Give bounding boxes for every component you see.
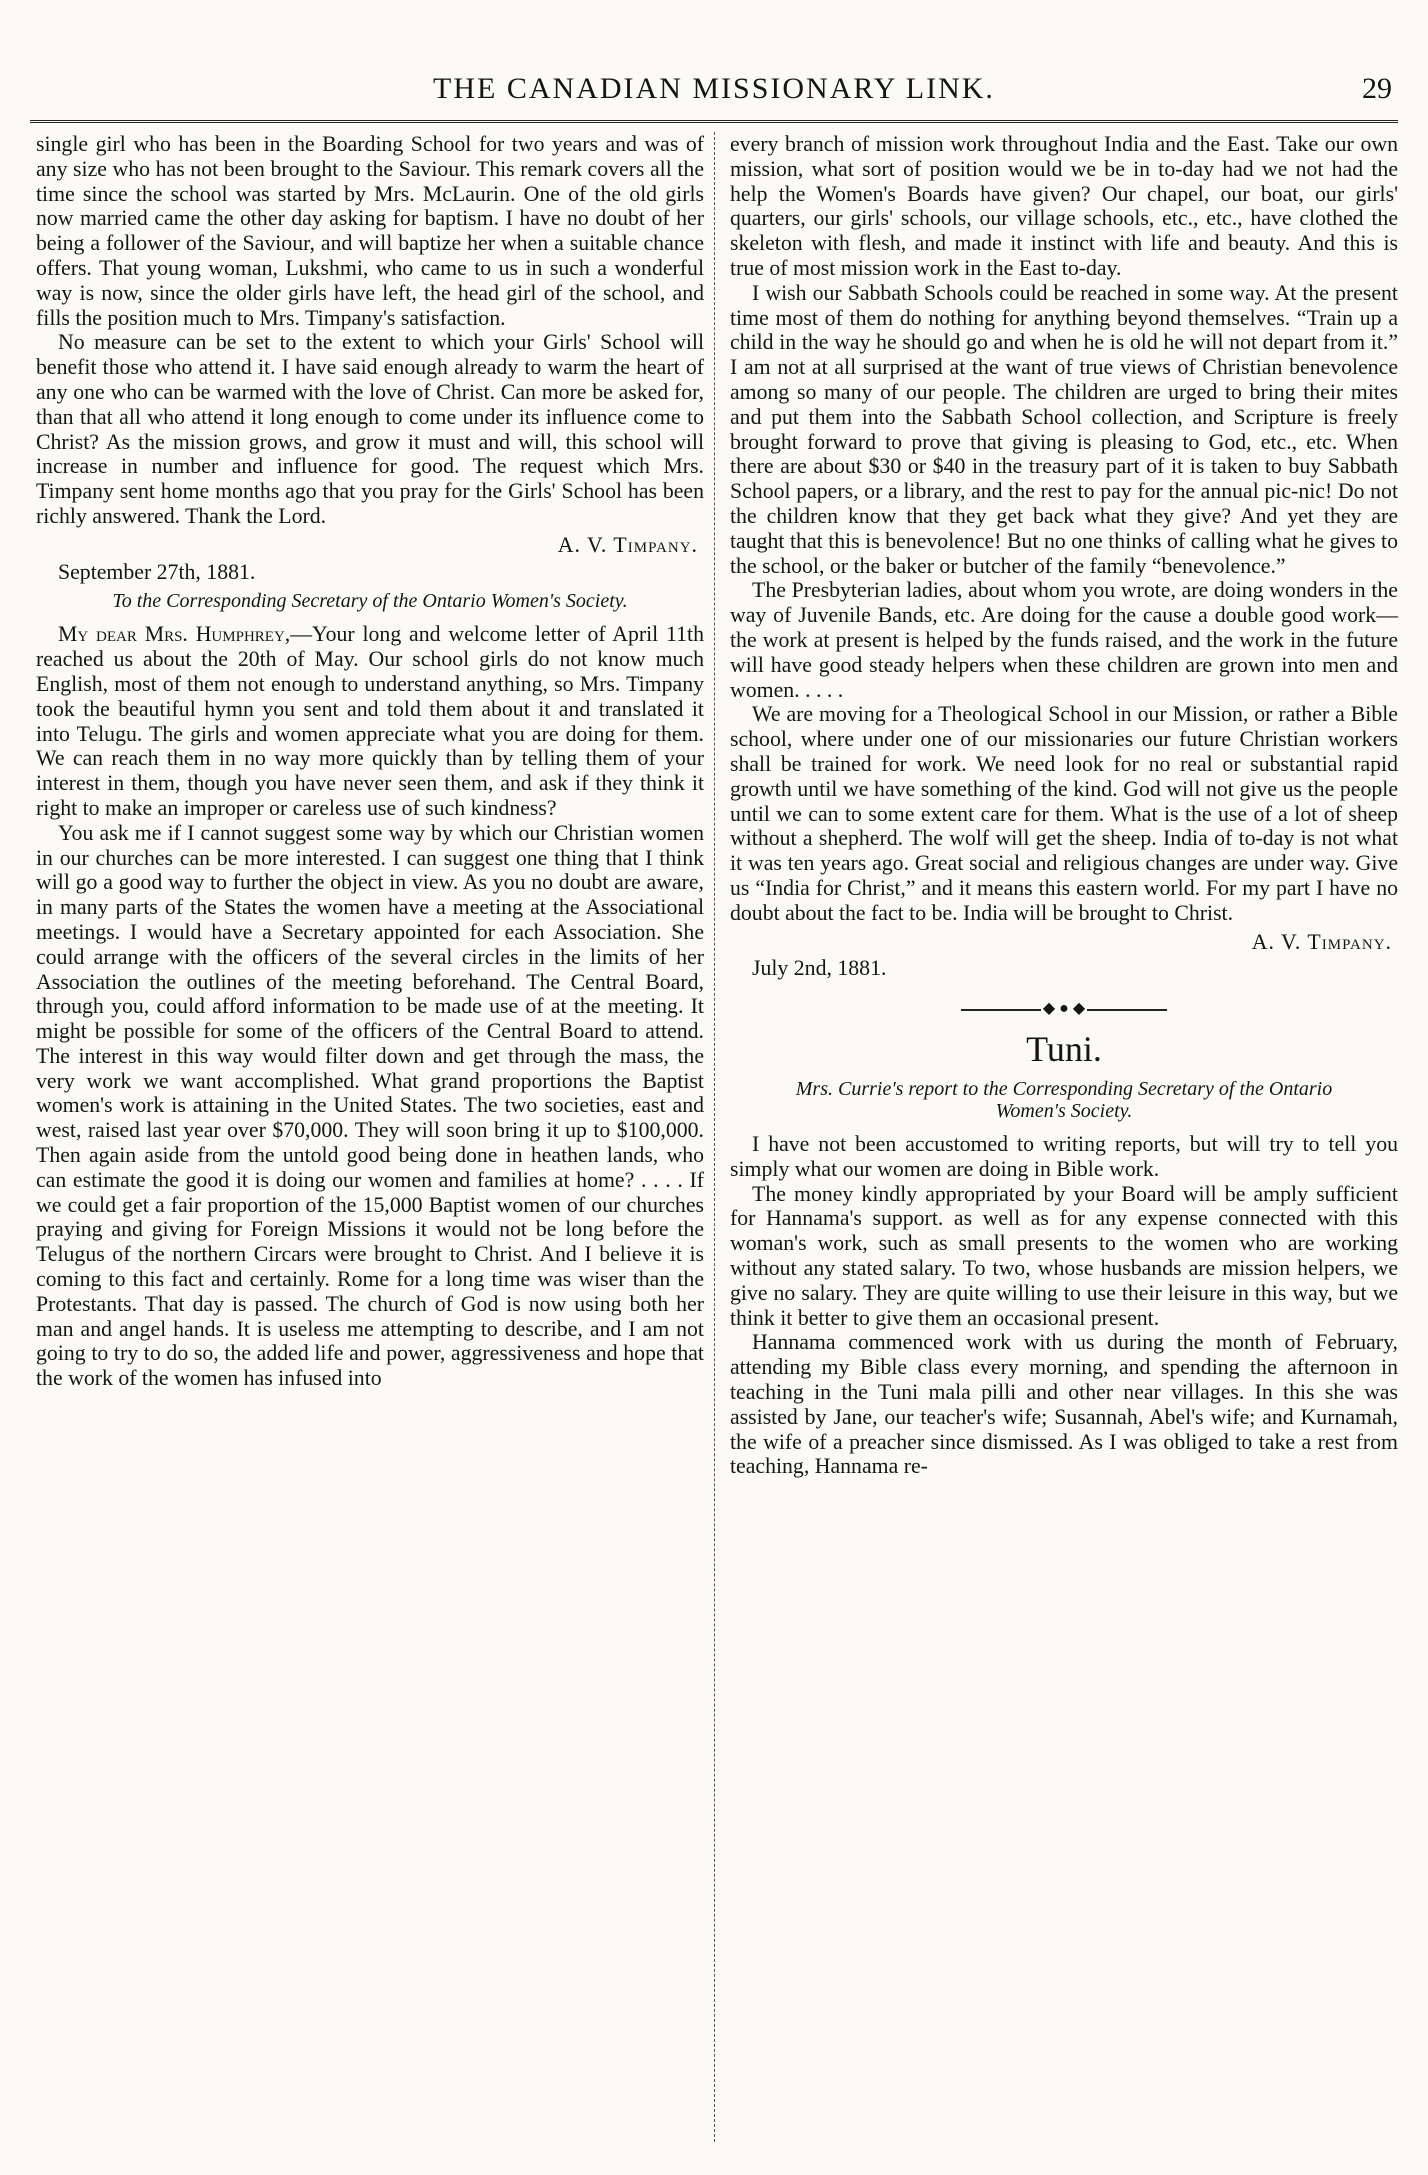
- left-column: [36, 132, 704, 1391]
- paragraph: every branch of mission work throughout India and the East. Take our own mission, what sort of position would we be in to-day had we not had the help the Women's Boards have given? Our chapel, our boat, our girls' quarters, our girls' schools, our village schools, etc., etc., have clothed the skeleton with flesh, and made it instinct with life and beauty. And this is true of most mission work in the East to-day.: [730, 132, 1398, 280]
- paragraph: I have not been accustomed to writing reports, but will try to tell you simply what our women are doing in Bible work.: [730, 1131, 1398, 1181]
- letter-heading: To the Corresponding Secretary of the Ontario Women's Society.: [112, 590, 628, 613]
- paragraph: The money kindly appropriated by your Board will be amply sufficient for Hannama's support. as well as for any expense connected with this woman's work, such as small presents to the women who are working without any stated salary. To two, whose husbands are mission helpers, we give no salary. They are quite willing to use their leisure in this way, but we think it better to give them an occasional present.: [730, 1181, 1398, 1330]
- column-divider: [714, 132, 716, 2142]
- right-column: [730, 132, 1398, 1479]
- signature: A. V. Timpany.: [557, 532, 698, 557]
- page-number: 29: [1362, 72, 1392, 105]
- letter-date: July 2nd, 1881.: [752, 956, 887, 981]
- paragraph: We are moving for a Theological School in our Mission, or rather a Bible school, where under one of our missionaries our future Christian workers shall be trained for work. We need look for no real or substantial rapid growth until we have something of the kind. God will not give us the people until we can to some extent care for them. What is the use of a lot of sheep without a shepherd. The wolf will get the sheep. India of to-day is not what it was ten years ago. Great social and religious changes are under way. Give us “India for Christ,” and it means this eastern world. For my part I have no doubt about the fact to be. India will be brought to Christ.: [730, 702, 1398, 925]
- paragraph-text: —Your long and welcome letter of April 11th reached us about the 20th of May. Our school girls do not know much English, most of them not enough to understand anything, so Mrs. Timpany took the beautiful hymn you sent and told them about it and translated it into Telugu. The girls and women appreciate what you are doing for them. We can reach them in no way more quickly than by telling them of your interest in them, though you have never seen them, and ask if they think it right to make an improper or careless use of such kindness?: [36, 622, 704, 820]
- paragraph: single girl who has been in the Boarding School for two years and was of any size who has not been brought to the Saviour. This remark covers all the time since the school was started by Mrs. McLaurin. One of the old girls now married came the other day asking for baptism. I have no doubt of her being a follower of the Saviour, and will baptize her when a suitable chance offers. That young woman, Lukshmi, who came to us in such a wonderful way is now, since the older girls have left, the head girl of the school, and fills the position much to Mrs. Timpany's satisfaction.: [36, 132, 704, 330]
- paragraph: You ask me if I cannot suggest some way by which our Christian women in our churches can be more interested. I can suggest one thing that I think will go a good way to further the object in view. As you no doubt are aware, in many parts of the States the women have a meeting at the Associational meetings. I would have a Secretary appointed for each Association. She could arrange with the officers of the several circles in the limits of her Association the outlines of the meeting beforehand. The Central Board, through you, could afford information to be made use of at the meeting. It might be possible for some of the officers of the Central Board to attend. The interest in this way would filter down and get through the mass, the very work we want accomplished. What grand proportions the Baptist women's work is attaining in the United States. The two societies, east and west, raised last year over $70,000. They will soon bring it up to $100,000. Then again aside from the untold good being done in heathen lands, who can estimate the good it is doing our women and families at home? . . . . If we could get a fair proportion of the 15,000 Baptist women of our churches praying and giving for Foreign Missions it would not be long before the Telugus of the northern Circars were brought to Christ. And I believe it is coming to this fact and certainly. Rome for a long time was wiser than the Protestants. That day is passed. The church of God is now using both her man and angel hands. It is useless me attempting to describe, and I am not going to try to do so, the added life and power, aggressiveness and hope that the work of the women has infused into: [36, 820, 704, 1391]
- paragraph: The Presbyterian ladies, about whom you wrote, are doing wonders in the way of Juvenile Bands, etc. Are doing for the cause a double good work—the work at present is helped by the funds raised, and the work in the future will have good steady helpers when these children are grown into men and women. . . . .: [730, 578, 1398, 702]
- salutation: My dear Mrs. Humphrey,: [58, 622, 291, 647]
- signature: A. V. Timpany.: [1251, 929, 1392, 954]
- paragraph: Hannama commenced work with us during the month of February, attending my Bible class every morning, and spending the afternoon in teaching in the Tuni mala pilli and other near villages. In this she was assisted by Jane, our teacher's wife; Susannah, Abel's wife; and Kurnamah, the wife of a preacher since dismissed. As I was obliged to take a rest from teaching, Hannama re-: [730, 1330, 1398, 1479]
- paragraph: No measure can be set to the extent to which your Girls' School will benefit those who attend it. I have said enough already to warm the heart of any one who can be warmed with the love of Christ. Can more be asked for, than that all who attend it long enough to come under its influence come to Christ? As the mission grows, and grow it must and will, this school will increase in number and influence for good. The request which Mrs. Timpany sent home months ago that you pray for the Girls' School has been richly answered. Thank the Lord.: [36, 330, 704, 528]
- section-separator: ◆ ● ◆: [730, 997, 1398, 1022]
- paragraph: I wish our Sabbath Schools could be reached in some way. At the present time most of them do nothing for anything beyond themselves. “Train up a child in the way he should go and when he is old he will not depart from it.” I am not at all surprised at the want of true views of Christian benevolence among so many of our people. The children are urged to bring their mites and put them into the Sabbath School collection, and Scripture is freely brought forward to prove that giving is pleasing to God, etc., etc. When there are about $30 or $40 in the treasury part of it is taken to buy Sabbath School papers, or a library, and the rest to pay for the annual pic-nic! Do not the children know that they get back what they give? And yet they are taught that this is benevolence! But no one thinks of calling what he gives to the school, or the baker or butcher of the family “benevolence.”: [730, 280, 1398, 578]
- page-header: [30, 60, 1398, 123]
- paragraph: [36, 622, 704, 820]
- section-title: Tuni.: [1026, 1028, 1102, 1069]
- report-heading: Mrs. Currie's report to the Corresponding Secretary of the Ontario Women's Society.: [795, 1077, 1333, 1122]
- masthead: THE CANADIAN MISSIONARY LINK.: [433, 72, 995, 105]
- letter-date: September 27th, 1881.: [58, 559, 256, 584]
